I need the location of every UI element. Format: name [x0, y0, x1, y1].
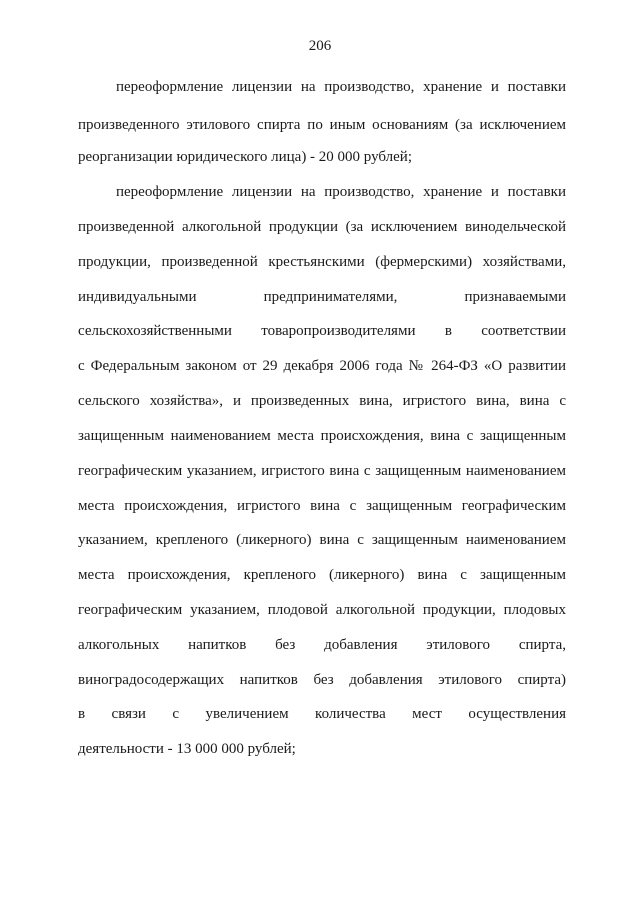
paragraph-2-line-14: алкогольных напитков без добавления этилового спирта, [78, 637, 566, 653]
paragraph-2-line-7: сельского хозяйства», и произведенных вина, игристого вина, вина с [78, 393, 566, 409]
paragraph-2-line-11: указанием, крепленого (ликерного) вина с защищенным наименованием [78, 532, 566, 548]
paragraph-2-line-9: географическим указанием, игристого вина с защищенным наименованием [78, 463, 566, 479]
paragraph-2-line-13: географическим указанием, плодовой алкогольной продукции, плодовых [78, 602, 566, 618]
paragraph-2-line-17: деятельности - 13 000 000 рублей; [78, 741, 296, 757]
paragraph-2-line-16: в связи с увеличением количества мест осуществления [78, 706, 566, 722]
paragraph-2-line-3: продукции, произведенной крестьянскими (фермерскими) хозяйствами, [78, 254, 566, 270]
paragraph-2-line-10: места происхождения, игристого вина с защищенным географическим [78, 498, 566, 514]
paragraph-2-line-1: переоформление лицензии на производство, хранение и поставки [116, 184, 566, 200]
paragraph-2-line-2: произведенной алкогольной продукции (за исключением винодельческой [78, 219, 566, 235]
page-number: 206 [308, 38, 332, 54]
paragraph-2-line-15: виноградосодержащих напитков без добавления этилового спирта) [78, 672, 566, 688]
paragraph-1-line-3: реорганизации юридического лица) - 20 000 рублей; [78, 149, 413, 165]
paragraph-2-line-4: индивидуальными предпринимателями, признаваемыми [78, 289, 566, 305]
paragraph-2-line-5: сельскохозяйственными товаропроизводителями в соответствии [78, 323, 566, 339]
paragraph-2-line-12: места происхождения, крепленого (ликерного) вина с защищенным [78, 567, 566, 583]
paragraph-1-line-2: произведенного этилового спирта по иным основаниям (за исключением [78, 117, 566, 133]
paragraph-1-line-1: переоформление лицензии на производство, хранение и поставки [116, 79, 566, 95]
paragraph-2-line-6: с Федеральным законом от 29 декабря 2006 года № 264-ФЗ «О развитии [78, 358, 566, 374]
paragraph-2-line-8: защищенным наименованием места происхождения, вина с защищенным [78, 428, 566, 444]
